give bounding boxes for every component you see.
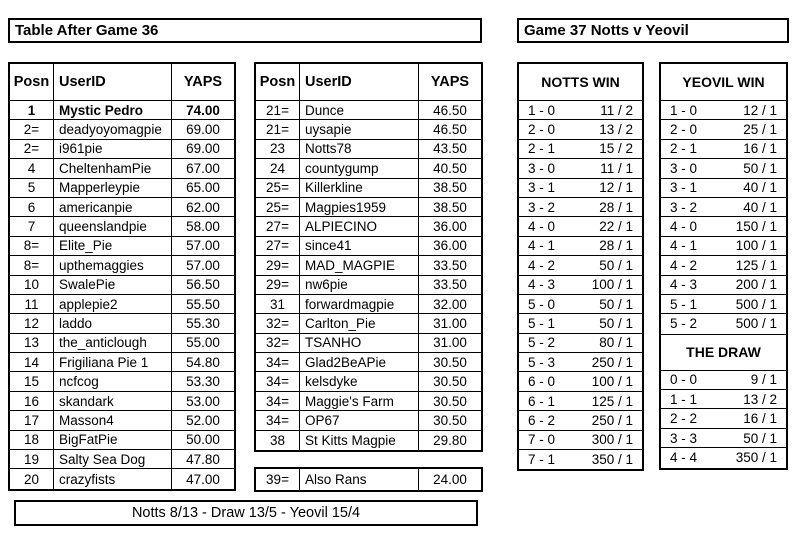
- posn-cell: 6: [10, 198, 54, 216]
- table-row: [256, 159, 481, 178]
- odds-row: [519, 372, 642, 391]
- posn-cell: 7: [10, 217, 54, 235]
- table-row: [10, 392, 234, 411]
- table-row: [10, 237, 234, 256]
- table-row: [256, 120, 481, 139]
- score-cell: 3 - 1: [670, 180, 698, 196]
- score-cell: 7 - 0: [528, 432, 556, 448]
- userid-cell: skandark: [54, 392, 172, 410]
- odds-cell: 40 / 1: [743, 180, 777, 196]
- userid-cell: kelsdyke: [300, 372, 419, 390]
- userid-cell: SwalePie: [54, 276, 172, 294]
- score-cell: 2 - 1: [528, 141, 556, 157]
- table-row: [256, 353, 481, 372]
- odds-cell: 13 / 2: [599, 122, 633, 138]
- odds-row: [661, 295, 786, 314]
- odds-row: [519, 179, 642, 198]
- posn-cell: 8=: [10, 256, 54, 274]
- yaps-cell: 33.50: [433, 277, 467, 293]
- yaps-cell: 69.00: [186, 141, 220, 157]
- yaps-cell: 57.00: [186, 238, 220, 254]
- also-rans-table: [254, 467, 483, 492]
- col-header-userid: UserID: [300, 64, 419, 100]
- odds-cell: 350 / 1: [735, 450, 777, 466]
- odds-cell: 125 / 1: [591, 393, 633, 409]
- odds-cell: 12 / 1: [599, 180, 633, 196]
- yaps-cell: 69.00: [186, 122, 220, 138]
- score-cell: 5 - 0: [528, 296, 556, 312]
- odds-cell: 50 / 1: [599, 296, 633, 312]
- score-cell: 5 - 2: [528, 335, 556, 351]
- userid-cell: since41: [300, 237, 419, 255]
- table-row: [10, 256, 234, 275]
- odds-row: [661, 140, 786, 159]
- odds-row: [519, 334, 642, 353]
- posn-cell: 29=: [256, 276, 300, 294]
- userid-cell: deadyoyomagpie: [54, 120, 172, 138]
- odds-row: [519, 353, 642, 372]
- table-row: [256, 431, 481, 450]
- table-row: [10, 120, 234, 139]
- yaps-cell: 30.50: [433, 412, 467, 428]
- odds-cell: 13 / 2: [743, 391, 777, 407]
- score-cell: 5 - 1: [670, 296, 698, 312]
- odds-cell: 80 / 1: [599, 335, 633, 351]
- userid-cell: TSANHO: [300, 334, 419, 352]
- odds-row: [519, 431, 642, 450]
- odds-cell: 28 / 1: [599, 199, 633, 215]
- table-row: [10, 431, 234, 450]
- col-header-userid: UserID: [54, 64, 172, 100]
- notts-win-title: NOTTS WIN: [519, 64, 642, 101]
- game-title: Game 37 Notts v Yeovil: [517, 18, 789, 43]
- leaderboard-table-1: [8, 62, 236, 491]
- yaps-cell: 30.50: [433, 393, 467, 409]
- odds-cell: 15 / 2: [599, 141, 633, 157]
- odds-cell: 150 / 1: [735, 219, 777, 235]
- posn-cell: 27=: [256, 217, 300, 235]
- posn-cell: 19: [10, 450, 54, 468]
- posn-cell: 15: [10, 372, 54, 390]
- posn-cell: 4: [10, 159, 54, 177]
- userid-cell: Magpies1959: [300, 198, 419, 216]
- notts-win-rows: [519, 101, 642, 469]
- userid-cell: Carlton_Pie: [300, 314, 419, 332]
- userid-cell: Notts78: [300, 140, 419, 158]
- odds-cell: 28 / 1: [599, 238, 633, 254]
- odds-cell: 40 / 1: [743, 199, 777, 215]
- odds-cell: 250 / 1: [591, 354, 633, 370]
- odds-row: [661, 120, 786, 139]
- score-cell: 2 - 0: [528, 122, 556, 138]
- odds-row: [519, 276, 642, 295]
- col-header-yaps: YAPS: [183, 74, 223, 90]
- odds-row: [661, 390, 786, 409]
- userid-cell: crazyfists: [54, 469, 172, 488]
- table-row: [256, 140, 481, 159]
- posn-cell: 2=: [10, 140, 54, 158]
- score-cell: 7 - 1: [528, 452, 556, 468]
- table-row: [256, 237, 481, 256]
- userid-cell: queenslandpie: [54, 217, 172, 235]
- odds-row: [519, 256, 642, 275]
- table-row: [256, 179, 481, 198]
- notts-win-table: [517, 62, 644, 471]
- table-row: [10, 101, 234, 120]
- posn-cell: 17: [10, 411, 54, 429]
- userid-cell: upthemaggies: [54, 256, 172, 274]
- userid-cell: St Kitts Magpie: [300, 431, 419, 450]
- yaps-cell: 47.00: [186, 471, 220, 487]
- yaps-cell: 58.00: [186, 219, 220, 235]
- odds-cell: 11 / 1: [600, 160, 633, 176]
- yaps-cell: 57.00: [186, 257, 220, 273]
- userid-cell: Killerkline: [300, 179, 419, 197]
- leaderboard-table-2: [254, 62, 483, 452]
- table-row: [256, 217, 481, 236]
- odds-cell: 9 / 1: [750, 372, 777, 388]
- posn-cell: 25=: [256, 198, 300, 216]
- table-row: [256, 411, 481, 430]
- userid-cell: i961pie: [54, 140, 172, 158]
- userid-cell: Masson4: [54, 411, 172, 429]
- odds-row: [519, 140, 642, 159]
- yaps-cell: 46.50: [433, 102, 467, 118]
- userid-cell: countygump: [300, 159, 419, 177]
- posn-cell: 10: [10, 276, 54, 294]
- odds-cell: 50 / 1: [599, 257, 633, 273]
- score-cell: 2 - 2: [670, 411, 698, 427]
- posn-cell: 34=: [256, 372, 300, 390]
- userid-cell: OP67: [300, 411, 419, 429]
- leaderboard-rows-2: [256, 101, 481, 450]
- score-cell: 4 - 2: [528, 257, 556, 273]
- odds-row: [661, 179, 786, 198]
- yaps-cell: 67.00: [186, 160, 220, 176]
- score-cell: 6 - 1: [528, 393, 556, 409]
- odds-cell: 500 / 1: [735, 316, 777, 332]
- odds-row: [661, 101, 786, 120]
- table-row: [10, 334, 234, 353]
- odds-row: [519, 411, 642, 430]
- posn-cell: 34=: [256, 411, 300, 429]
- yaps-cell: 36.00: [433, 238, 467, 254]
- userid-cell: Dunce: [300, 101, 419, 119]
- posn-cell: 29=: [256, 256, 300, 274]
- userid-cell: CheltenhamPie: [54, 159, 172, 177]
- match-odds-summary: Notts 8/13 - Draw 13/5 - Yeovil 15/4: [14, 500, 478, 526]
- yaps-cell: 40.50: [433, 160, 467, 176]
- yaps-cell: 74.00: [186, 102, 220, 118]
- odds-row: [661, 429, 786, 448]
- score-cell: 1 - 1: [670, 391, 698, 407]
- userid-cell: Frigiliana Pie 1: [54, 353, 172, 371]
- posn-cell: 8=: [10, 237, 54, 255]
- table-row: [256, 469, 481, 490]
- odds-row: [519, 198, 642, 217]
- odds-cell: 22 / 1: [599, 219, 633, 235]
- score-cell: 2 - 1: [670, 141, 698, 157]
- yaps-cell: 55.30: [186, 315, 220, 331]
- yaps-cell: 30.50: [433, 374, 467, 390]
- odds-cell: 16 / 1: [743, 411, 777, 427]
- posn-cell: 12: [10, 314, 54, 332]
- odds-row: [519, 101, 642, 120]
- posn-cell: 39=: [256, 469, 300, 490]
- userid-cell: Maggie's Farm: [300, 392, 419, 410]
- table-row: [10, 159, 234, 178]
- posn-cell: 20: [10, 469, 54, 488]
- table-header-row: [10, 64, 234, 101]
- score-cell: 1 - 0: [670, 102, 698, 118]
- yeovil-win-title: YEOVIL WIN: [661, 64, 786, 101]
- yaps-cell: 32.00: [433, 296, 467, 312]
- odds-row: [519, 217, 642, 236]
- table-row: [10, 140, 234, 159]
- odds-row: [661, 448, 786, 467]
- posn-cell: 1: [10, 101, 54, 119]
- odds-cell: 11 / 2: [600, 102, 633, 118]
- posn-cell: 38: [256, 431, 300, 450]
- score-cell: 1 - 0: [528, 102, 556, 118]
- posn-cell: 25=: [256, 179, 300, 197]
- yaps-cell: 65.00: [186, 180, 220, 196]
- table-row: [256, 295, 481, 314]
- posn-cell: 23: [256, 140, 300, 158]
- table-row: [256, 334, 481, 353]
- odds-row: [661, 198, 786, 217]
- yaps-cell: 55.00: [186, 335, 220, 351]
- odds-row: [519, 392, 642, 411]
- userid-cell: BigFatPie: [54, 431, 172, 449]
- yaps-cell: 30.50: [433, 354, 467, 370]
- posn-cell: 32=: [256, 314, 300, 332]
- odds-cell: 300 / 1: [591, 432, 633, 448]
- odds-cell: 12 / 1: [743, 102, 777, 118]
- odds-cell: 125 / 1: [735, 257, 777, 273]
- yaps-cell: 54.80: [186, 354, 220, 370]
- odds-cell: 500 / 1: [735, 296, 777, 312]
- odds-row: [519, 295, 642, 314]
- score-cell: 3 - 0: [670, 160, 698, 176]
- draw-rows: [661, 371, 786, 468]
- odds-row: [661, 217, 786, 236]
- posn-cell: 5: [10, 179, 54, 197]
- score-cell: 3 - 2: [670, 199, 698, 215]
- userid-cell: applepie2: [54, 295, 172, 313]
- table-row: [10, 372, 234, 391]
- score-cell: 4 - 4: [670, 450, 698, 466]
- odds-row: [661, 276, 786, 295]
- table-row: [256, 392, 481, 411]
- posn-cell: 34=: [256, 353, 300, 371]
- yaps-cell: 38.50: [433, 199, 467, 215]
- col-header-posn: Posn: [256, 64, 300, 100]
- odds-row: [661, 371, 786, 390]
- table-row: [10, 198, 234, 217]
- posn-cell: 27=: [256, 237, 300, 255]
- col-header-yaps: YAPS: [430, 74, 470, 90]
- posn-cell: 32=: [256, 334, 300, 352]
- userid-cell: Elite_Pie: [54, 237, 172, 255]
- score-cell: 3 - 2: [528, 199, 556, 215]
- posn-cell: 11: [10, 295, 54, 313]
- posn-cell: 16: [10, 392, 54, 410]
- odds-row: [661, 314, 786, 333]
- userid-cell: Also Rans: [300, 469, 419, 490]
- table-header-row: [256, 64, 481, 101]
- userid-cell: americanpie: [54, 198, 172, 216]
- odds-row: [519, 120, 642, 139]
- table-row: [256, 372, 481, 391]
- userid-cell: Glad2BeAPie: [300, 353, 419, 371]
- table-row: [10, 353, 234, 372]
- posn-cell: 2=: [10, 120, 54, 138]
- odds-cell: 100 / 1: [591, 374, 633, 390]
- score-cell: 3 - 0: [528, 160, 556, 176]
- posn-cell: 18: [10, 431, 54, 449]
- score-cell: 4 - 0: [528, 219, 556, 235]
- odds-row: [661, 159, 786, 178]
- posn-cell: 31: [256, 295, 300, 313]
- userid-cell: laddo: [54, 314, 172, 332]
- yaps-cell: 47.80: [186, 451, 220, 467]
- yaps-cell: 50.00: [186, 432, 220, 448]
- userid-cell: the_anticlough: [54, 334, 172, 352]
- odds-cell: 50 / 1: [743, 430, 777, 446]
- score-cell: 6 - 2: [528, 412, 556, 428]
- yaps-cell: 31.00: [433, 315, 467, 331]
- posn-cell: 21=: [256, 120, 300, 138]
- table-row: [256, 314, 481, 333]
- yaps-cell: 53.00: [186, 393, 220, 409]
- score-cell: 2 - 0: [670, 122, 698, 138]
- yaps-cell: 53.30: [186, 374, 220, 390]
- yaps-cell: 46.50: [433, 122, 467, 138]
- score-cell: 4 - 2: [670, 257, 698, 273]
- table-row: [10, 469, 234, 488]
- score-cell: 5 - 1: [528, 315, 556, 331]
- table-row: [10, 411, 234, 430]
- yaps-cell: 31.00: [433, 335, 467, 351]
- userid-cell: ALPIECINO: [300, 217, 419, 235]
- yeovil-win-table: [659, 62, 788, 470]
- yaps-cell: 52.00: [186, 412, 220, 428]
- yaps-cell: 43.50: [433, 141, 467, 157]
- table-row: [10, 314, 234, 333]
- odds-cell: 100 / 1: [735, 238, 777, 254]
- userid-cell: Salty Sea Dog: [54, 450, 172, 468]
- yeovil-win-rows: [661, 101, 786, 334]
- score-cell: 5 - 2: [670, 316, 698, 332]
- odds-row: [519, 450, 642, 469]
- userid-cell: ncfcog: [54, 372, 172, 390]
- posn-cell: 14: [10, 353, 54, 371]
- yaps-cell: 29.80: [433, 432, 467, 448]
- table-row: [10, 450, 234, 469]
- yaps-cell: 56.50: [186, 277, 220, 293]
- userid-cell: forwardmagpie: [300, 295, 419, 313]
- score-cell: 4 - 1: [670, 238, 698, 254]
- odds-row: [519, 314, 642, 333]
- table-row: [256, 198, 481, 217]
- col-header-posn: Posn: [10, 64, 54, 100]
- posn-cell: 21=: [256, 101, 300, 119]
- table-row: [10, 179, 234, 198]
- odds-cell: 16 / 1: [743, 141, 777, 157]
- odds-cell: 25 / 1: [743, 122, 777, 138]
- table-row: [10, 217, 234, 236]
- odds-cell: 200 / 1: [735, 277, 777, 293]
- posn-cell: 13: [10, 334, 54, 352]
- score-cell: 4 - 0: [670, 219, 698, 235]
- table-row: [256, 256, 481, 275]
- posn-cell: 34=: [256, 392, 300, 410]
- userid-cell: MAD_MAGPIE: [300, 256, 419, 274]
- yaps-cell: 33.50: [433, 257, 467, 273]
- draw-section-title: THE DRAW: [661, 334, 786, 371]
- leaderboard-rows-1: [10, 101, 234, 489]
- odds-row: [661, 237, 786, 256]
- score-cell: 3 - 1: [528, 180, 556, 196]
- odds-row: [519, 237, 642, 256]
- userid-cell: nw6pie: [300, 276, 419, 294]
- table-title: Table After Game 36: [8, 18, 482, 43]
- score-cell: 0 - 0: [670, 372, 698, 388]
- score-cell: 5 - 3: [528, 354, 556, 370]
- odds-row: [661, 256, 786, 275]
- score-cell: 4 - 1: [528, 238, 556, 254]
- odds-row: [661, 409, 786, 428]
- score-cell: 4 - 3: [528, 277, 556, 293]
- odds-cell: 50 / 1: [599, 315, 633, 331]
- yaps-cell: 24.00: [433, 472, 467, 487]
- userid-cell: Mapperleypie: [54, 179, 172, 197]
- score-cell: 4 - 3: [670, 277, 698, 293]
- table-row: [256, 276, 481, 295]
- yaps-cell: 38.50: [433, 180, 467, 196]
- yaps-cell: 55.50: [186, 296, 220, 312]
- table-row: [10, 295, 234, 314]
- odds-row: [519, 159, 642, 178]
- score-cell: 6 - 0: [528, 374, 556, 390]
- userid-cell: uysapie: [300, 120, 419, 138]
- odds-cell: 250 / 1: [591, 412, 633, 428]
- odds-cell: 50 / 1: [743, 160, 777, 176]
- posn-cell: 24: [256, 159, 300, 177]
- score-cell: 3 - 3: [670, 430, 698, 446]
- yaps-cell: 62.00: [186, 199, 220, 215]
- odds-cell: 350 / 1: [591, 452, 633, 468]
- odds-cell: 100 / 1: [591, 277, 633, 293]
- yaps-cell: 36.00: [433, 219, 467, 235]
- userid-cell: Mystic Pedro: [54, 101, 172, 119]
- table-row: [256, 101, 481, 120]
- table-row: [10, 276, 234, 295]
